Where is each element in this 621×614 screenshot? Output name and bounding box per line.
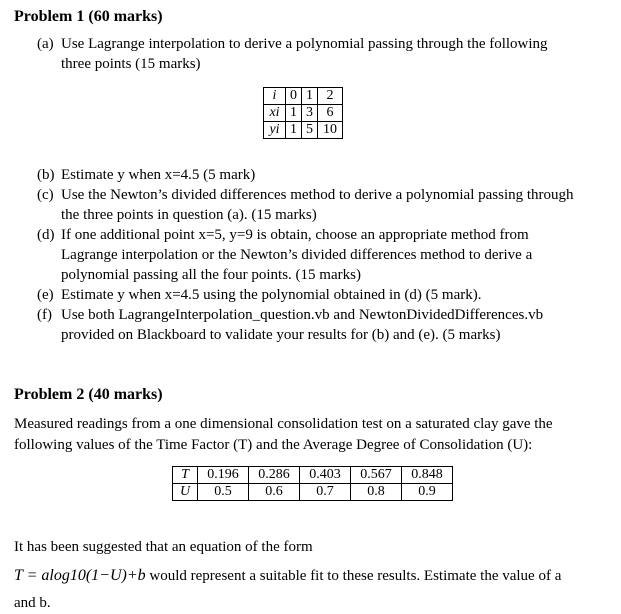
table-cell: 10 [318,122,343,139]
table-cell: 0.403 [300,467,351,484]
problem-2-intro-line1: Measured readings from a one dimensional consolidation test on a saturated clay gave the [14,416,553,432]
row-label-x: xi [264,105,286,122]
table-row [264,88,343,105]
table-cell: 0.8 [351,484,402,501]
consolidation-table [172,466,453,501]
equation-tail: would represent a suitable fit to these results. Estimate the value of a [149,568,562,584]
text-1d-line3: polynomial passing all the four points. (15 marks) [61,267,361,283]
table-cell: 0.286 [249,467,300,484]
label-1b: (b) [37,167,55,183]
text-1f-line1: Use both LagrangeInterpolation_question.vb and NewtonDividedDifferences.vb [61,307,544,323]
data-points-table [263,87,343,139]
row-label-y: yi [264,122,286,139]
table-cell: 1 [286,122,302,139]
table-cell: 6 [318,105,343,122]
equation: T = alog10(1−U)+b [14,567,146,584]
table-cell: 0.9 [402,484,453,501]
text-1a-line2: three points (15 marks) [61,56,201,72]
problem-2-title: Problem 2 (40 marks) [14,386,163,403]
row-label-i: i [264,88,286,105]
question-1b [37,165,617,185]
label-1c: (c) [37,187,54,203]
table-cell: 0.5 [198,484,249,501]
text-1e-line1: Estimate y when x=4.5 using the polynomial obtained in (d) (5 mark). [61,287,482,303]
question-1e [37,285,617,305]
table-cell: 5 [302,122,318,139]
table-cell: 0.196 [198,467,249,484]
final-line: and b. [14,595,51,611]
table-cell: 1 [302,88,318,105]
label-1d: (d) [37,227,55,243]
row-label-t: T [173,467,198,484]
problem-2-intro-line2: following values of the Time Factor (T) and the Average Degree of Consolidation (U): [14,437,533,453]
text-1d-line2: Lagrange interpolation or the Newton’s divided differences method to derive a [61,247,533,263]
equation-line [14,565,561,587]
question-1c [37,185,617,225]
table-cell: 3 [302,105,318,122]
text-1b-line1: Estimate y when x=4.5 (5 mark) [61,167,256,183]
text-1a-line1: Use Lagrange interpolation to derive a polynomial passing through the following [61,36,548,52]
label-1e: (e) [37,287,54,303]
table-cell: 0.848 [402,467,453,484]
text-1c-line2: the three points in question (a). (15 marks) [61,207,317,223]
question-1f [37,305,617,345]
table-cell: 2 [318,88,343,105]
suggestion-text: It has been suggested that an equation of the form [14,539,313,555]
label-1f: (f) [37,307,52,323]
question-1d [37,225,617,285]
table-row [173,484,453,501]
row-label-u: U [173,484,198,501]
text-1d-line1: If one additional point x=5, y=9 is obtain, choose an appropriate method from [61,227,529,243]
table-row [264,122,343,139]
table-cell: 0.567 [351,467,402,484]
table-cell: 0 [286,88,302,105]
question-1a [37,34,617,74]
label-1a: (a) [37,36,54,52]
table-row [173,467,453,484]
table-cell: 1 [286,105,302,122]
problem-1-title: Problem 1 (60 marks) [14,8,163,25]
table-cell: 0.6 [249,484,300,501]
text-1c-line1: Use the Newton’s divided differences method to derive a polynomial passing through [61,187,574,203]
table-cell: 0.7 [300,484,351,501]
table-row [264,105,343,122]
text-1f-line2: provided on Blackboard to validate your results for (b) and (e). (5 marks) [61,327,501,343]
